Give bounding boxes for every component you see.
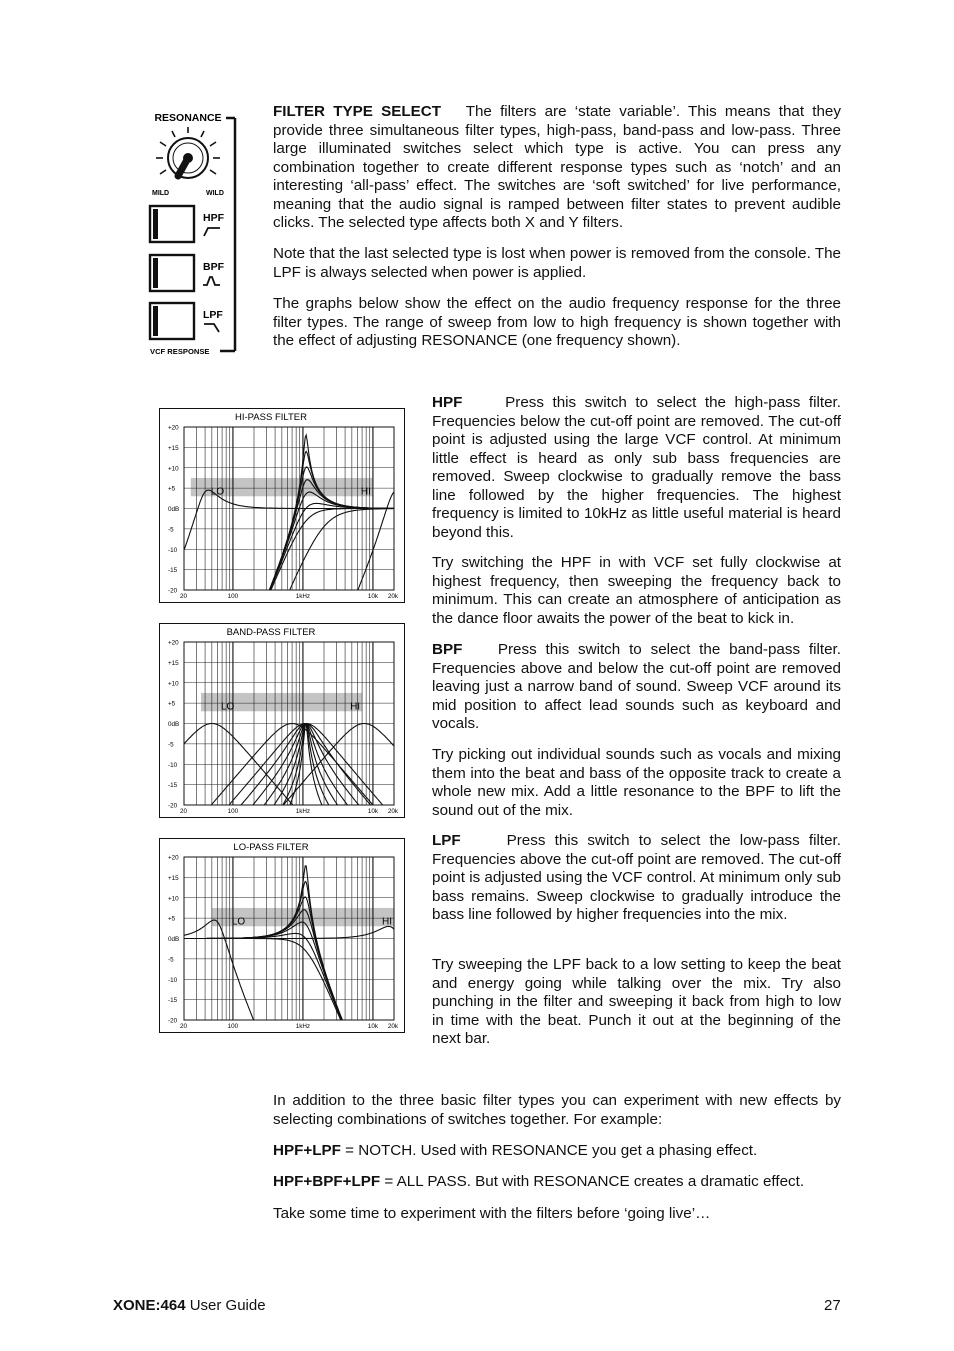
- x-tick-label: 100: [227, 1023, 239, 1030]
- footer-product: XONE:464: [113, 1297, 186, 1314]
- resonance-curve: [184, 910, 394, 1032]
- x-tick-label: 20k: [387, 808, 398, 815]
- resonance-curve: [184, 939, 394, 1033]
- wild-label: WILD: [206, 190, 224, 197]
- y-tick-label: -5: [168, 741, 174, 749]
- x-tick-label: 10k: [367, 808, 379, 815]
- y-tick-label: -10: [168, 761, 178, 769]
- lo-pass-filter-chart: [160, 839, 404, 1032]
- bpf-switch-label: BPF: [203, 261, 224, 273]
- resonance-curve: [184, 724, 394, 817]
- notch-label: HPF+LPF: [273, 1142, 341, 1159]
- all-pass-text: = ALL PASS. But with RESONANCE creates a dramatic effect.: [380, 1173, 805, 1190]
- y-tick-label: +15: [168, 874, 179, 882]
- x-tick-label: 100: [227, 593, 239, 600]
- sweep-hi-label: HI: [350, 701, 361, 713]
- y-tick-label: -15: [168, 567, 178, 575]
- response-curves: [184, 435, 394, 602]
- sweep-curve: [184, 724, 394, 818]
- closing-paragraph: Take some time to experiment with the filters before ‘going live’…: [273, 1205, 711, 1222]
- y-tick-label: -5: [168, 956, 174, 964]
- x-tick-label: 1kHz: [295, 593, 311, 600]
- sweep-curve: [184, 724, 394, 818]
- y-tick-label: -15: [168, 997, 178, 1005]
- footer-title: [113, 1297, 266, 1314]
- x-tick-label: 20k: [387, 593, 398, 600]
- y-tick-label: +15: [168, 444, 179, 452]
- notch-text: = NOTCH. Used with RESONANCE you get a phasing effect.: [340, 1142, 758, 1159]
- y-tick-label: -10: [168, 976, 178, 984]
- resonance-curve: [184, 724, 394, 817]
- lpf-switch-label: LPF: [203, 309, 223, 321]
- hpf-switch-label: HPF: [203, 212, 224, 224]
- x-tick-label: 100: [227, 808, 239, 815]
- mild-label: MILD: [152, 190, 170, 197]
- x-tick-label: 10k: [367, 593, 379, 600]
- vcf-response-label: VCF RESPONSE: [150, 347, 210, 356]
- resonance-curve: [184, 509, 394, 603]
- filter-type-select-heading: FILTER TYPE SELECT: [273, 103, 442, 120]
- x-tick-label: 20: [180, 808, 188, 815]
- resonance-curve: [184, 724, 394, 818]
- hi-pass-filter-graph: [159, 408, 405, 603]
- chart-title: LO-PASS FILTER: [233, 842, 309, 853]
- sweep-curve: [184, 490, 394, 550]
- response-curves: [184, 724, 394, 818]
- y-tick-label: +20: [168, 424, 179, 432]
- resonance-curve: [184, 724, 394, 818]
- bpf-switch[interactable]: [150, 255, 194, 291]
- hi-pass-filter-chart: [160, 409, 404, 602]
- y-tick-label: +5: [168, 700, 176, 708]
- footer-guide: User Guide: [185, 1297, 266, 1314]
- y-tick-label: +10: [168, 895, 179, 903]
- resonance-knob[interactable]: [156, 127, 220, 178]
- y-tick-label: -20: [168, 587, 178, 595]
- resonance-curve: [184, 866, 394, 1032]
- hpf-tip-paragraph: Try switching the HPF in with VCF set fully clockwise at highest frequency, then sweeping the frequency back to minimum. This can create an atmosphere of anticipation as the dance floor awaits the power of the beat to kick in.: [432, 554, 841, 627]
- x-tick-label: 20: [180, 1023, 188, 1030]
- resonance-curve: [184, 724, 394, 817]
- y-tick-label: +15: [168, 659, 179, 667]
- power-note-paragraph: Note that the last selected type is lost when power is removed from the console. The LPF is always selected when power is applied.: [273, 245, 841, 281]
- sweep-lo-label: LO: [231, 916, 246, 928]
- filter-type-select-paragraph: [273, 103, 841, 233]
- bpf-heading: BPF: [432, 641, 463, 658]
- resonance-curve: [184, 503, 394, 602]
- y-tick-label: -10: [168, 546, 178, 554]
- bpf-curve-icon: [203, 277, 220, 285]
- page-number: 27: [824, 1297, 841, 1314]
- y-tick-label: +10: [168, 465, 179, 473]
- all-pass-label: HPF+BPF+LPF: [273, 1173, 381, 1190]
- y-tick-label: -20: [168, 802, 178, 810]
- y-tick-label: +5: [168, 485, 176, 493]
- y-tick-label: +10: [168, 680, 179, 688]
- hpf-curve-icon: [204, 228, 220, 236]
- resonance-curve: [184, 480, 394, 602]
- lo-pass-filter-graph: [159, 838, 405, 1033]
- y-tick-label: +5: [168, 915, 176, 923]
- sweep-curve: [184, 724, 394, 818]
- hpf-heading: HPF: [432, 394, 463, 411]
- sweep-hi-label: HI: [382, 916, 392, 928]
- chart-title: BAND-PASS FILTER: [226, 627, 316, 638]
- band-pass-filter-graph: [159, 623, 405, 818]
- x-tick-label: 20: [180, 593, 188, 600]
- sweep-curve: [184, 920, 394, 1032]
- resonance-curve: [184, 882, 394, 1033]
- lpf-tip-paragraph: Try sweeping the LPF back to a low setting to keep the beat and energy going while talking over the mix. Try also punching in the filter and sweeping it back from high to low in time with the beat. Punch it out at the beginning of the next bar.: [432, 956, 841, 1047]
- x-tick-label: 10k: [367, 1023, 379, 1030]
- combinations-paragraph: In addition to the three basic filter types you can experiment with new effects by selecting combinations of switches together. For example:: [273, 1092, 841, 1128]
- bpf-text: Press this switch to select the band-pass filter. Frequencies above and below the cut-off point are removed leaving just a narrow band of sound. Sweep VCF around its mid position to affect lead sounds such as keyboard and vocals.: [432, 641, 841, 732]
- resonance-curve: [184, 724, 394, 818]
- band-pass-filter-chart: [160, 624, 404, 817]
- resonance-curve: [184, 724, 394, 817]
- y-tick-label: +20: [168, 854, 179, 862]
- y-tick-label: -15: [168, 782, 178, 790]
- notch-paragraph: [273, 1142, 853, 1161]
- sweep-curve: [184, 509, 394, 602]
- lpf-curve-icon: [204, 324, 219, 332]
- y-tick-label: -5: [168, 526, 174, 534]
- y-tick-label: 0dB: [168, 721, 180, 728]
- all-pass-paragraph: [273, 1173, 853, 1192]
- hpf-switch[interactable]: [150, 206, 194, 242]
- lpf-paragraph: [432, 832, 841, 925]
- lpf-switch[interactable]: [150, 303, 194, 339]
- y-tick-label: 0dB: [168, 506, 180, 513]
- sweep-lo-label: LO: [210, 486, 225, 498]
- resonance-curve: [184, 933, 394, 1032]
- x-tick-label: 1kHz: [295, 1023, 311, 1030]
- hpf-paragraph: [432, 394, 841, 542]
- sweep-lo-label: LO: [221, 701, 235, 713]
- y-tick-label: 0dB: [168, 936, 180, 943]
- hpf-text: Press this switch to select the high-pass filter. Frequencies below the cut-off point are removed. The cut-off point is adjusted using the large VCF control. At minimum little effect is heard as only sub bass frequencies are removed. Sweep clockwise to gradually remove the bass line followed by the higher frequencies. The highest frequency is limited to 10kHz as little useful material is heard beyond this.: [432, 394, 841, 541]
- y-tick-label: -20: [168, 1017, 178, 1025]
- bpf-paragraph: [432, 641, 841, 734]
- sweep-hi-label: HI: [360, 486, 371, 498]
- response-curves: [184, 866, 394, 1032]
- chart-title: HI-PASS FILTER: [235, 412, 307, 423]
- lpf-heading: LPF: [432, 832, 461, 849]
- bpf-tip-paragraph: Try picking out individual sounds such as vocals and mixing them into the beat and bass of the opposite track to create a whole new mix. Add a little resonance to the BPF to lift the sound out of the mix.: [432, 746, 841, 819]
- intro-text: The filters are ‘state variable’. This means that they provide three simultaneous filter types, high-pass, band-pass and low-pass. Three large illuminated switches select which type is active. You can press any combination together to create different response types such as ‘notch’ and an interesting ‘all-pass’ effect. The switches are ‘soft switched’ for live performance, meaning that the audio signal is ramped between filter states to prevent audible clicks. The selected type affects both X and Y filters.: [273, 103, 841, 231]
- graphs-intro-paragraph: The graphs below show the effect on the audio frequency response for the three filter types. The range of sweep from low to high frequency is shown together with the effect of adjusting RESONANCE (one frequency shown).: [273, 295, 841, 349]
- x-tick-label: 1kHz: [295, 808, 311, 815]
- sweep-curve: [184, 926, 394, 938]
- x-tick-label: 20k: [387, 1023, 398, 1030]
- vcf-response-panel: [146, 108, 242, 363]
- lpf-text: Press this switch to select the low-pass filter. Frequencies above the cut-off point are removed. The cut-off point is adjusted using the VCF control. At minimum only sub bass remains. Sweep clockwise to gradually introduce the bass line followed by higher frequencies into the mix.: [432, 832, 841, 923]
- y-tick-label: +20: [168, 639, 179, 647]
- resonance-label: RESONANCE: [154, 112, 222, 124]
